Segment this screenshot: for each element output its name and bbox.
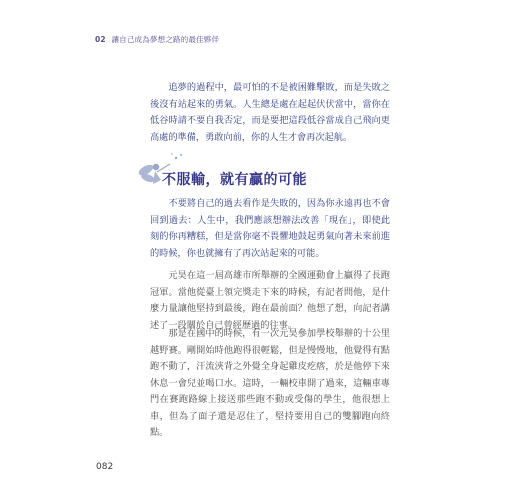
running-header bbox=[95, 34, 219, 45]
intro-paragraph: 追夢的過程中，最可怕的不是被困難擊敗，而是失敗之後沒有站起來的勇氣。人生總是處在起起伏伏當中，當你在低谷時請不要自我否定，而是要把這段低谷當成自己飛向更高處的準備，勇敢向前，你的人生才會再次起航。 bbox=[150, 82, 390, 143]
paragraph-2: 不要將自己的過去看作是失敗的，因為你永遠再也不會回到過去：人生中，我們應該想辦法改善「現在」，即使此刻的你再糟糕，但是當你毫不畏懼地鼓起勇氣向著未來前進的時候，你也就擁有了再次站起來的可能。 bbox=[150, 198, 390, 259]
chapter-title: 讓自己成為夢想之路的最佳夥伴 bbox=[111, 35, 220, 44]
section-heading: 不服輸，就有贏的可能 bbox=[162, 172, 307, 188]
page-number: 082 bbox=[96, 462, 114, 472]
paragraph-4: 那是在國中的時候，有一次元昊參加學校舉辦的十公里越野賽。剛開始時他跑得很輕鬆，但是慢慢地，他覺得有點跑不動了，汗流浹背之外覺全身起雞皮疙瘩，於是他停下來休息一會兒並喝口水。這時，一輛校車開了過來，這輛車專門在賽跑路線上接送那些跑不動或受傷的學生，他很想上車，但為了面子還是忍住了，堅持要用自己的雙腳跑向終點。 bbox=[150, 328, 390, 438]
paragraph-3: 元昊在這一屆高雄市所舉辦的全國運動會上贏得了長跑冠軍。當他從臺上領完獎走下來的時候，有記者問他，是什麼力量讓他堅持到最後，跑在最前面？他想了想，向記者講述了一段關於自己曾經歷過的往事。 bbox=[150, 270, 390, 331]
chapter-number: 02 bbox=[95, 35, 106, 44]
